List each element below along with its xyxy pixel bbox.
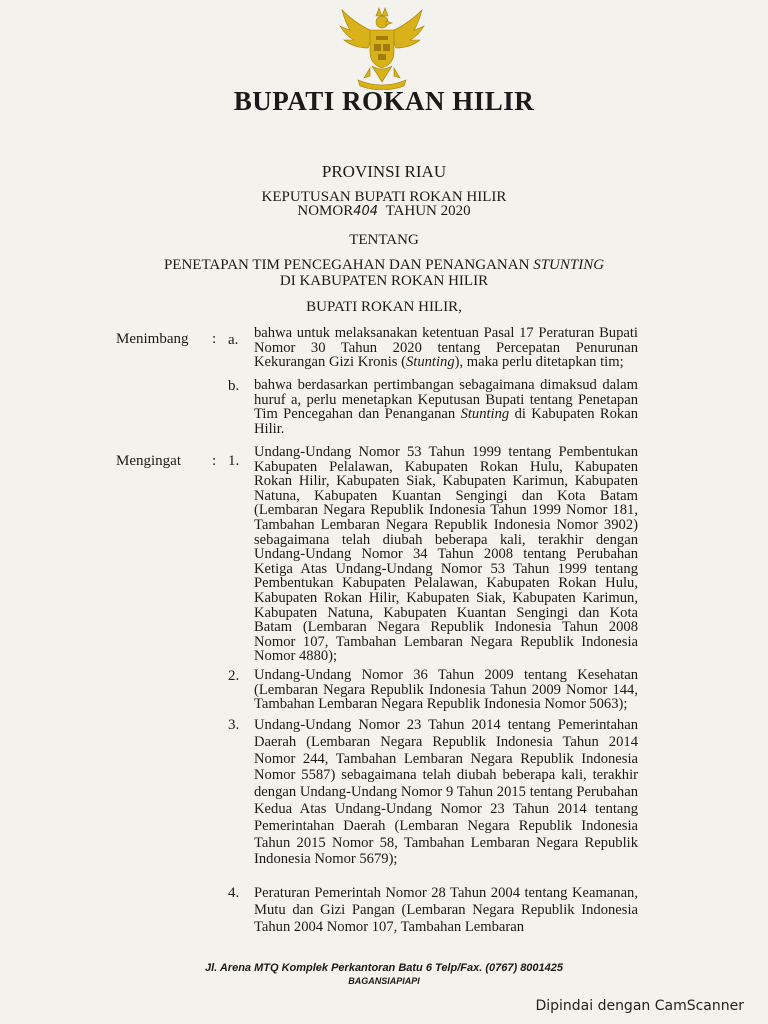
item-mark: 1. <box>228 453 240 469</box>
item-mark: 2. <box>228 668 240 684</box>
item-mark: a. <box>228 332 239 348</box>
mengingat-colon: : <box>212 453 217 469</box>
garuda-emblem-icon <box>336 6 428 90</box>
decree-label: KEPUTUSAN BUPATI ROKAN HILIR <box>261 189 507 205</box>
decree-number <box>0 203 768 220</box>
regent-title: BUPATI ROKAN HILIR <box>233 86 535 116</box>
province-label: PROVINSI RIAU <box>321 162 447 181</box>
item-text: Undang-Undang Nomor 53 Tahun 1999 tentang Pembentukan Kabupaten Pelalawan, Kabupaten Rokan Hulu, Kabupaten Rokan Hilir, Kabupaten Siak, Kabupaten Karimun, Kabupaten Natuna, Kabupaten Kuantan Sengingi dan Kota Batam (Lembaran Negara Republik Indonesia Tahun 1999 Nomor 181, Tambahan Lembaran Negara Republik Indonesia Nomor 3902) sebagaimana telah diubah beberapa kali, terakhir dengan Undang-Undang Nomor 34 Tahun 2008 tentang Perubahan Ketiga Atas Undang-Undang Nomor 53 Tahun 1999 tentang Pembentukan Kabupaten Pelalawan, Kabupaten Rokan Hulu, Kabupaten Rokan Hilir, Kabupaten Siak, Kabupaten Karimun, Kabupaten Natuna, Kabupaten Kuantan Sengingi dan Kota Batam (Lembaran Negara Republik Indonesia Tahun 2008 Nomor 107, Tambahan Lembaran Negara Republik Indonesia Nomor 4880); <box>254 444 638 665</box>
item-text-italic: Stunting <box>460 406 510 423</box>
subject-line-2: DI KABUPATEN ROKAN HILIR <box>279 273 489 289</box>
item-text: Peraturan Pemerintah Nomor 28 Tahun 2004 tentang Keamanan, Mutu dan Gizi Pangan (Lembaran Negara Republik Indonesia Tahun 2004 Nomor 107, Tambahan Lembaran <box>254 885 638 935</box>
item-text-italic: Stunting <box>405 354 455 371</box>
subject-line-1 <box>0 257 768 274</box>
item-text-part: bahwa berdasarkan pertimbangan sebagaimana dimaksud dalam huruf a, perlu menetapkan Keputusan Bupati tentang Penetapan Tim Pencegahan dan Penanganan <box>254 377 638 423</box>
footer-address: Jl. Arena MTQ Komplek Perkantoran Batu 6 Telp/Fax. (0767) 8001425 <box>204 962 564 974</box>
item-text: Undang-Undang Nomor 36 Tahun 2009 tentang Kesehatan (Lembaran Negara Republik Indonesia Tahun 2009 Nomor 144, Tambahan Lembaran Negara Republik Indonesia Nomor 5063); <box>254 667 638 713</box>
item-mark: 4. <box>228 885 240 901</box>
scanner-watermark: Dipindai dengan CamScanner <box>535 998 744 1014</box>
menimbang-label: Menimbang <box>116 331 189 347</box>
number-suffix: TAHUN 2020 <box>385 203 471 219</box>
number-handwritten: 404 <box>353 204 379 219</box>
about-label: TENTANG <box>349 232 419 248</box>
number-prefix: NOMOR <box>297 203 354 219</box>
issuer-label: BUPATI ROKAN HILIR, <box>306 299 462 315</box>
item-text <box>254 378 638 436</box>
subject-text: PENETAPAN TIM PENCEGAHAN DAN PENANGANAN <box>163 257 530 273</box>
mengingat-label: Mengingat <box>116 453 181 469</box>
item-mark: 3. <box>228 717 240 733</box>
item-text-part: di Kabupaten Rokan Hilir. <box>254 406 638 437</box>
footer-city: BAGANSIAPIAPI <box>348 976 420 986</box>
item-text <box>254 326 638 370</box>
menimbang-colon: : <box>212 331 217 347</box>
item-mark: b. <box>228 378 240 394</box>
item-text: Undang-Undang Nomor 23 Tahun 2014 tentang Pemerintahan Daerah (Lembaran Negara Republik Indonesia Tahun 2014 Nomor 244, Tambahan Lembaran Negara Republik Indonesia Nomor 5587) sebagaimana telah diubah beberapa kali, terakhir dengan Undang-Undang Nomor 9 Tahun 2015 tentang Perubahan Kedua Atas Undang-Undang Nomor 23 Tahun 2014 tentang Pemerintahan Daerah (Lembaran Negara Republik Indonesia Tahun 2015 Nomor 58, Tambahan Lembaran Negara Republik Indonesia Nomor 5679); <box>254 717 638 868</box>
item-text-part: bahwa untuk melaksanakan ketentuan Pasal 17 Peraturan Bupati Nomor 30 Tahun 2020 tentang Percepatan Penurunan Kekurangan Gizi Kronis ( <box>254 325 638 371</box>
subject-italic: STUNTING <box>533 257 605 273</box>
item-text-part: ), maka perlu ditetapkan tim; <box>454 354 624 371</box>
